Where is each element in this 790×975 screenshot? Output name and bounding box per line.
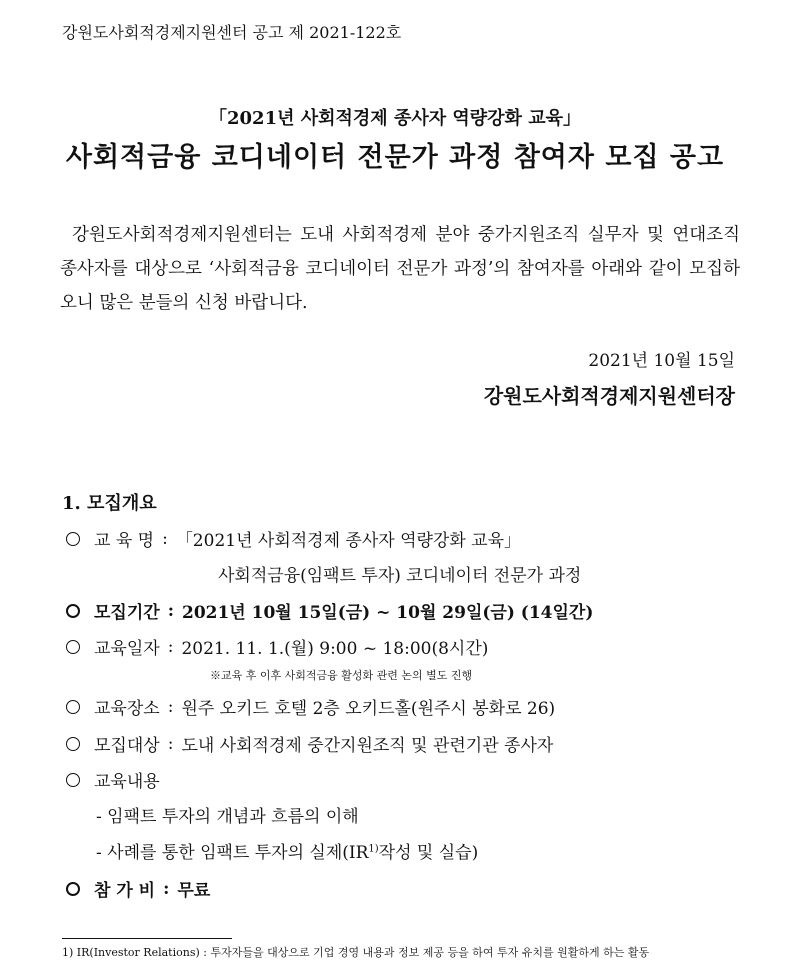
- circle-bullet-icon: [66, 604, 80, 618]
- circle-bullet-icon: [66, 532, 80, 546]
- item-value: 2021년 10월 15일(금) ~ 10월 29일(금) (14일간): [181, 603, 594, 623]
- item-label: 교 육 명: [94, 531, 155, 551]
- item-colon: :: [167, 636, 174, 657]
- item-label: 참 가 비: [94, 881, 156, 901]
- item-value: 「2021년 사회적경제 종사자 역량강화 교육」: [175, 531, 522, 551]
- footnote-ref[interactable]: 1): [368, 843, 379, 855]
- circle-bullet-icon: [66, 773, 80, 787]
- circle-bullet-icon: [66, 640, 80, 654]
- document-title: 사회적금융 코디네이터 전문가 과정 참여자 모집 공고: [65, 142, 725, 173]
- item-value: 무료: [177, 881, 211, 901]
- content-bullet: [96, 838, 478, 863]
- item-label: 모집기간: [94, 603, 160, 623]
- item-label: 교육일자: [94, 639, 160, 659]
- footnote: 1) IR(Investor Relations) : 투자자들을 대상으로 기업 경영 내용과 정보 제공 등을 하여 투자 유치를 원활하게 하는 활동: [62, 946, 650, 959]
- item-value: 원주 오키드 호텔 2층 오키드홀(원주시 봉화로 26): [181, 699, 556, 719]
- content-bullet-text-end: 작성 및 실습): [378, 843, 479, 863]
- circle-bullet-icon: [66, 882, 80, 896]
- issuer-name: 강원도사회적경제지원센터장: [483, 384, 735, 408]
- item-colon: :: [167, 696, 174, 717]
- footnote-divider: [62, 938, 232, 939]
- section-heading: 1. 모집개요: [62, 493, 157, 514]
- circle-bullet-icon: [66, 737, 80, 751]
- item-fee: [66, 876, 210, 901]
- document-subtitle: 「2021년 사회적경제 종사자 역량강화 교육」: [209, 108, 581, 129]
- item-education-venue: [66, 694, 555, 719]
- item-label: 모집대상: [94, 736, 160, 756]
- notice-number: 강원도사회적경제지원센터 공고 제 2021-122호: [62, 23, 402, 42]
- item-content: [66, 767, 168, 792]
- circle-bullet-icon: [66, 700, 80, 714]
- item-colon: :: [163, 878, 170, 899]
- item-label: 교육내용: [94, 772, 160, 792]
- intro-paragraph: [60, 218, 740, 320]
- content-bullet-text: - 사례를 통한 임팩트 투자의 실제(IR: [96, 843, 369, 863]
- item-label: 교육장소: [94, 699, 160, 719]
- item-value: 2021. 11. 1.(월) 9:00 ~ 18:00(8시간): [181, 639, 489, 659]
- item-colon: :: [167, 733, 174, 754]
- content-bullet: - 임팩트 투자의 개념과 흐름의 이해: [96, 807, 359, 827]
- item-course-name-continuation: 사회적금융(임팩트 투자) 코디네이터 전문가 과정: [218, 566, 582, 586]
- intro-text: 강원도사회적경제지원센터는 도내 사회적경제 분야 중가지원조직 실무자 및 연대조직 종사자를 대상으로 ‘사회적금융 코디네이터 전문가 과정’의 참여자를 아래와 같이 모집하오니 많은 분들의 신청 바랍니다.: [60, 225, 740, 313]
- item-recruit-period: [66, 598, 593, 623]
- item-course-name: [66, 526, 521, 551]
- item-colon: :: [167, 600, 174, 621]
- announcement-date: 2021년 10월 15일: [588, 351, 735, 371]
- item-value: 도내 사회적경제 중간지원조직 및 관련기관 종사자: [181, 736, 554, 756]
- item-education-date: [66, 634, 488, 659]
- education-date-note: ※교육 후 이후 사회적금융 활성화 관련 논의 별도 진행: [210, 669, 473, 682]
- item-colon: :: [162, 528, 168, 549]
- item-target: [66, 731, 553, 756]
